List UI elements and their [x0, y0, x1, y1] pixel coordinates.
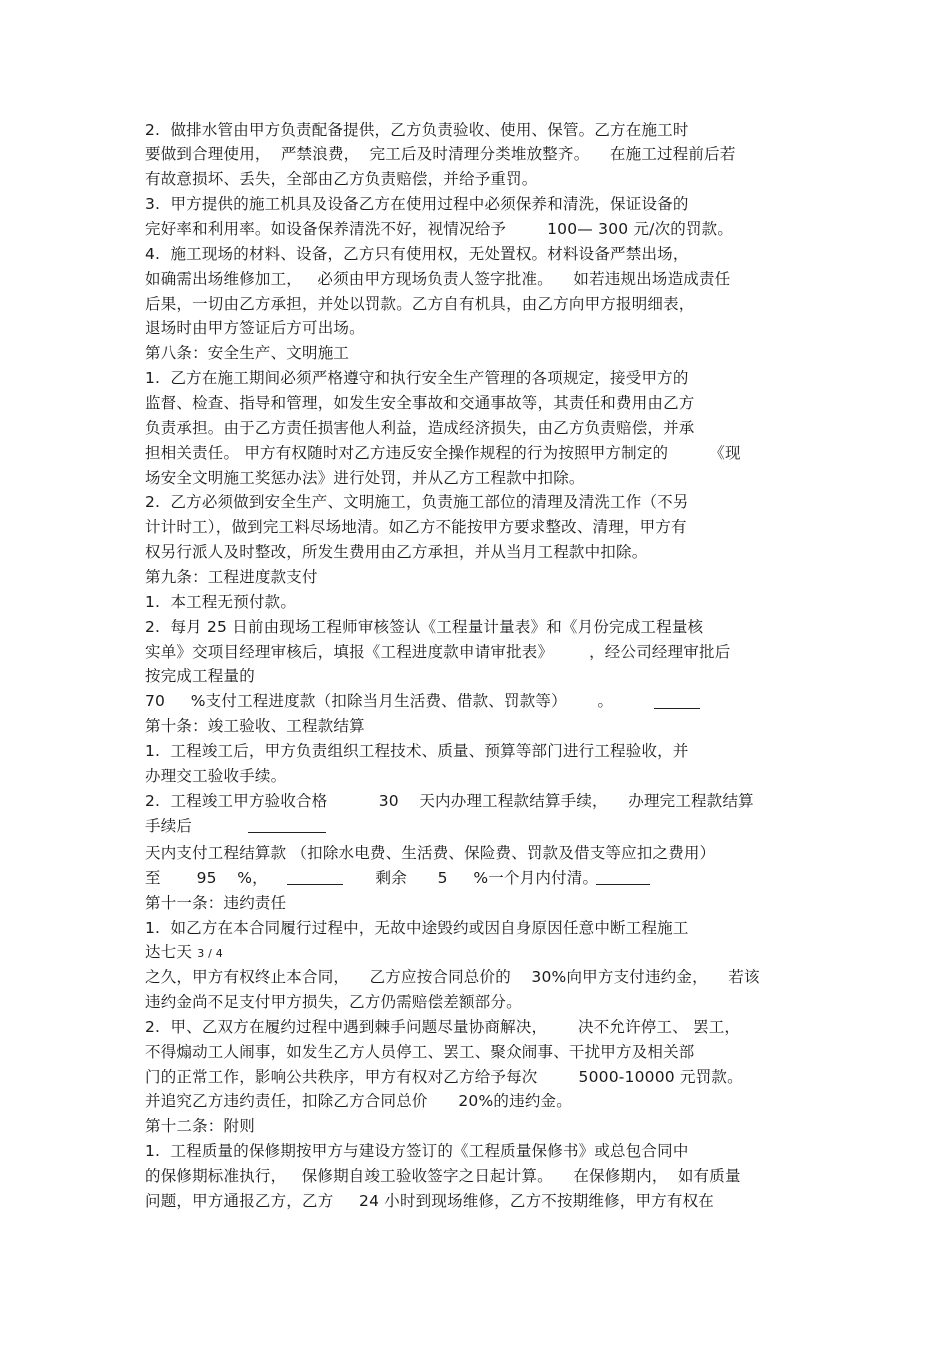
blank-underline [287, 884, 343, 885]
text-line: 后果，一切由乙方承担，并处以罚款。乙方自有机具，由乙方向甲方报明细表， [145, 295, 695, 313]
text-line: 手续后 [145, 817, 193, 835]
text-line: 3. 甲方提供的施工机具及设备乙方在使用过程中必须保养和清洗，保证设备的 [145, 195, 689, 213]
text-line: 1. 工程竣工后，甲方负责组织工程技术、质量、预算等部门进行工程验收，并 [145, 742, 689, 760]
text-line: 1. 工程质量的保修期按甲方与建设方签订的《工程质量保修书》或总包合同中 [145, 1142, 689, 1160]
text-line: 至 95 %， 剩余 5 %一个月内付清。 [145, 869, 599, 887]
text-segment: 达七天 [145, 943, 193, 961]
text-line: 计计时工），做到完工料尽场地清。如乙方不能按甲方要求整改、清理，甲方有 [145, 518, 687, 536]
section-heading: 第十二条：附则 [145, 1117, 255, 1135]
text-line: 有故意损坏、丢失，全部由乙方负责赔偿，并给予重罚。 [145, 170, 538, 188]
text-line: 权另行派人及时整改，所发生费用由乙方承担，并从当月工程款中扣除。 [145, 543, 648, 561]
section-heading: 第九条：工程进度款支付 [145, 568, 318, 586]
text-line [145, 941, 223, 965]
text-line: 按完成工程量的 [145, 667, 255, 685]
text-line: 1. 如乙方在本合同履行过程中，无故中途毁约或因自身原因任意中断工程施工 [145, 919, 689, 937]
text-line: 的保修期标准执行， 保修期自竣工验收签字之日起计算。 在保修期内， 如有质量 [145, 1167, 741, 1185]
text-line: 要做到合理使用， 严禁浪费， 完工后及时清理分类堆放整齐。 在施工过程前后若 [145, 145, 736, 163]
text-line: 完好率和利用率。如设备保养清洗不好，视情况给予 100— 300 元/次的罚款。 [145, 220, 734, 238]
text-line: 监督、检查、指导和管理，如发生安全事故和交通事故等，其责任和费用由乙方 [145, 394, 695, 412]
text-line: 如确需出场维修加工， 必须由甲方现场负责人签字批准。 如若违规出场造成责任 [145, 270, 731, 288]
text-line: 1. 本工程无预付款。 [145, 593, 297, 611]
text-line: 办理交工验收手续。 [145, 767, 287, 785]
text-line: 2. 乙方必须做到安全生产、文明施工，负责施工部位的清理及清洗工作（不另 [145, 493, 689, 511]
page-number: 3 / 4 [197, 947, 223, 960]
text-line: 2. 甲、乙双方在履约过程中遇到棘手问题尽量协商解决， 决不允许停工、 罢工， [145, 1018, 741, 1036]
blank-underline [654, 708, 700, 709]
text-line: 门的正常工作，影响公共秩序，甲方有权对乙方给予每次 5000-10000 元罚款。 [145, 1068, 743, 1086]
text-line: 2. 工程竣工甲方验收合格 30 天内办理工程款结算手续， 办理完工程款结算 [145, 792, 754, 810]
text-line: 2. 做排水管由甲方负责配备提供，乙方负责验收、使用、保管。乙方在施工时 [145, 121, 689, 139]
text-line: 问题，甲方通报乙方，乙方 24 小时到现场维修，乙方不按期维修，甲方有权在 [145, 1192, 714, 1210]
text-line: 4. 施工现场的材料、设备，乙方只有使用权，无处置权。材料设备严禁出场， [145, 245, 689, 263]
text-line: 担相关责任。 甲方有权随时对乙方违反安全操作规程的行为按照甲方制定的 《现 [145, 444, 741, 462]
text-line: 场安全文明施工奖惩办法》进行处罚，并从乙方工程款中扣除。 [145, 469, 585, 487]
text-line: 不得煽动工人闹事，如发生乙方人员停工、罢工、聚众闹事、干扰甲方及相关部 [145, 1043, 695, 1061]
text-line: 并追究乙方违约责任，扣除乙方合同总价 20%的违约金。 [145, 1092, 572, 1110]
text-line: 1. 乙方在施工期间必须严格遵守和执行安全生产管理的各项规定，接受甲方的 [145, 369, 689, 387]
text-line: 违约金尚不足支付甲方损失，乙方仍需赔偿差额部分。 [145, 993, 522, 1011]
text-line: 天内支付工程结算款 （扣除水电费、生活费、保险费、罚款及借支等应扣之费用） [145, 844, 716, 862]
section-heading: 第八条：安全生产、文明施工 [145, 344, 350, 362]
blank-underline [248, 832, 326, 833]
text-line: 退场时由甲方签证后方可出场。 [145, 319, 365, 337]
text-line: 负责承担。由于乙方责任损害他人利益，造成经济损失，由乙方负责赔偿，并承 [145, 419, 695, 437]
text-line: 70 %支付工程进度款（扣除当月生活费、借款、罚款等） 。 [145, 692, 614, 710]
text-line: 实单》交项目经理审核后，填报《工程进度款申请审批表》 ，经公司经理审批后 [145, 643, 731, 661]
text-line: 2. 每月 25 日前由现场工程师审核签认《工程量计量表》和《月份完成工程量核 [145, 618, 704, 636]
blank-underline [596, 884, 650, 885]
text-line: 之久，甲方有权终止本合同， 乙方应按合同总价的 30%向甲方支付违约金， 若该 [145, 968, 760, 986]
section-heading: 第十一条：违约责任 [145, 894, 287, 912]
section-heading: 第十条：竣工验收、工程款结算 [145, 717, 365, 735]
